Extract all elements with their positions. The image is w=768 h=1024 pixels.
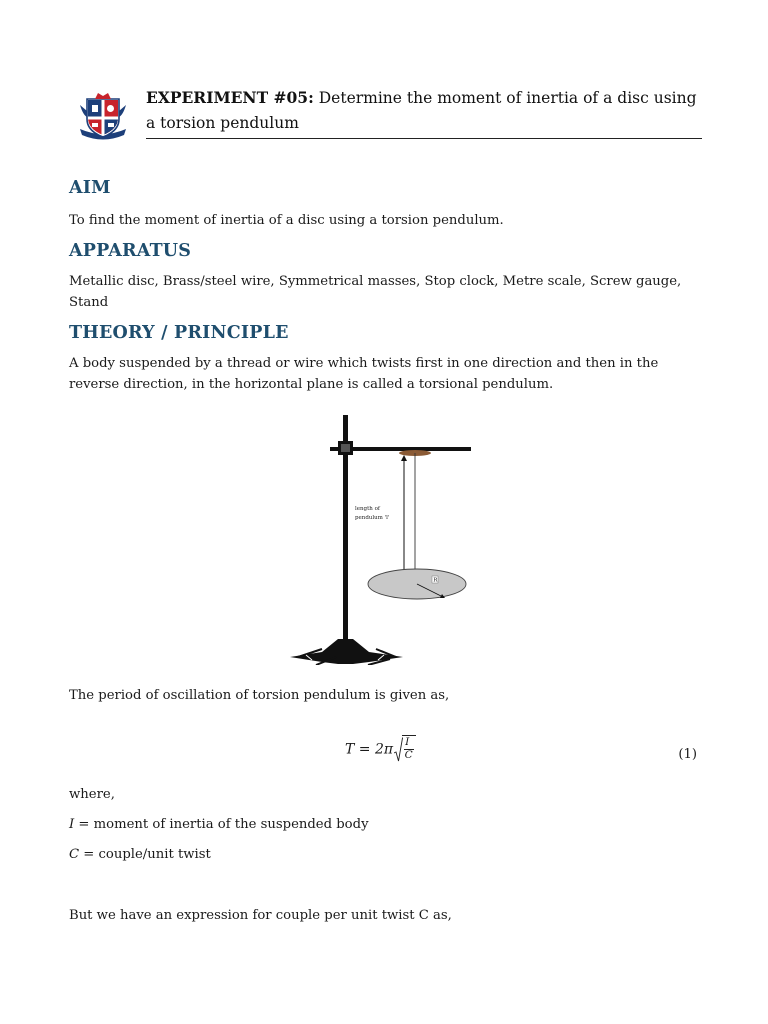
equation-1: [69, 736, 699, 776]
symbol-i: I: [69, 817, 75, 832]
couple-intro: But we have an expression for couple per unit twist C as,: [69, 908, 452, 923]
definition-c-text: = couple/unit twist: [79, 847, 211, 862]
torsion-pendulum-figure: [286, 413, 476, 665]
symbol-c: C: [69, 847, 80, 862]
page-title: [146, 86, 702, 139]
definition-c: [69, 844, 699, 865]
experiment-title: Determine the moment of inertia of a disc using a torsion pendulum: [146, 89, 697, 132]
equation-expression: [345, 736, 416, 763]
theory-text: A body suspended by a thread or wire which twists first in one direction and then in the reverse direction, in the horizontal plane is called a torsional pendulum.: [69, 356, 659, 392]
length-label-line2: pendulum 'l': [355, 515, 390, 521]
radical-content: [402, 735, 416, 762]
equation-denominator: C: [404, 749, 413, 761]
equation-lhs: T = 2π: [345, 741, 394, 758]
equation-numerator: I: [405, 736, 410, 748]
document-header: [78, 86, 702, 142]
torsion-pendulum-diagram: [286, 413, 476, 665]
period-intro: The period of oscillation of torsion pendulum is given as,: [69, 688, 450, 703]
definition-i-text: = moment of inertia of the suspended body: [74, 817, 369, 832]
aim-text: To find the moment of inertia of a disc using a torsion pendulum.: [69, 213, 504, 228]
apparatus-heading: APPARATUS: [69, 241, 192, 261]
theory-heading: THEORY / PRINCIPLE: [69, 323, 289, 343]
title-block: [146, 86, 702, 139]
apparatus-text: Metallic disc, Brass/steel wire, Symmetrical masses, Stop clock, Metre scale, Screw gauge, Stand: [69, 274, 682, 310]
definition-i: [69, 814, 699, 835]
equation-number: (1): [678, 747, 697, 762]
main-content: [69, 178, 699, 395]
length-label-line1: length of: [355, 506, 380, 512]
institution-crest-icon: [78, 91, 128, 143]
where-text: where,: [69, 787, 115, 802]
aim-heading: AIM: [69, 178, 111, 198]
experiment-label: EXPERIMENT #05:: [146, 88, 314, 107]
radius-label: R: [433, 577, 438, 584]
